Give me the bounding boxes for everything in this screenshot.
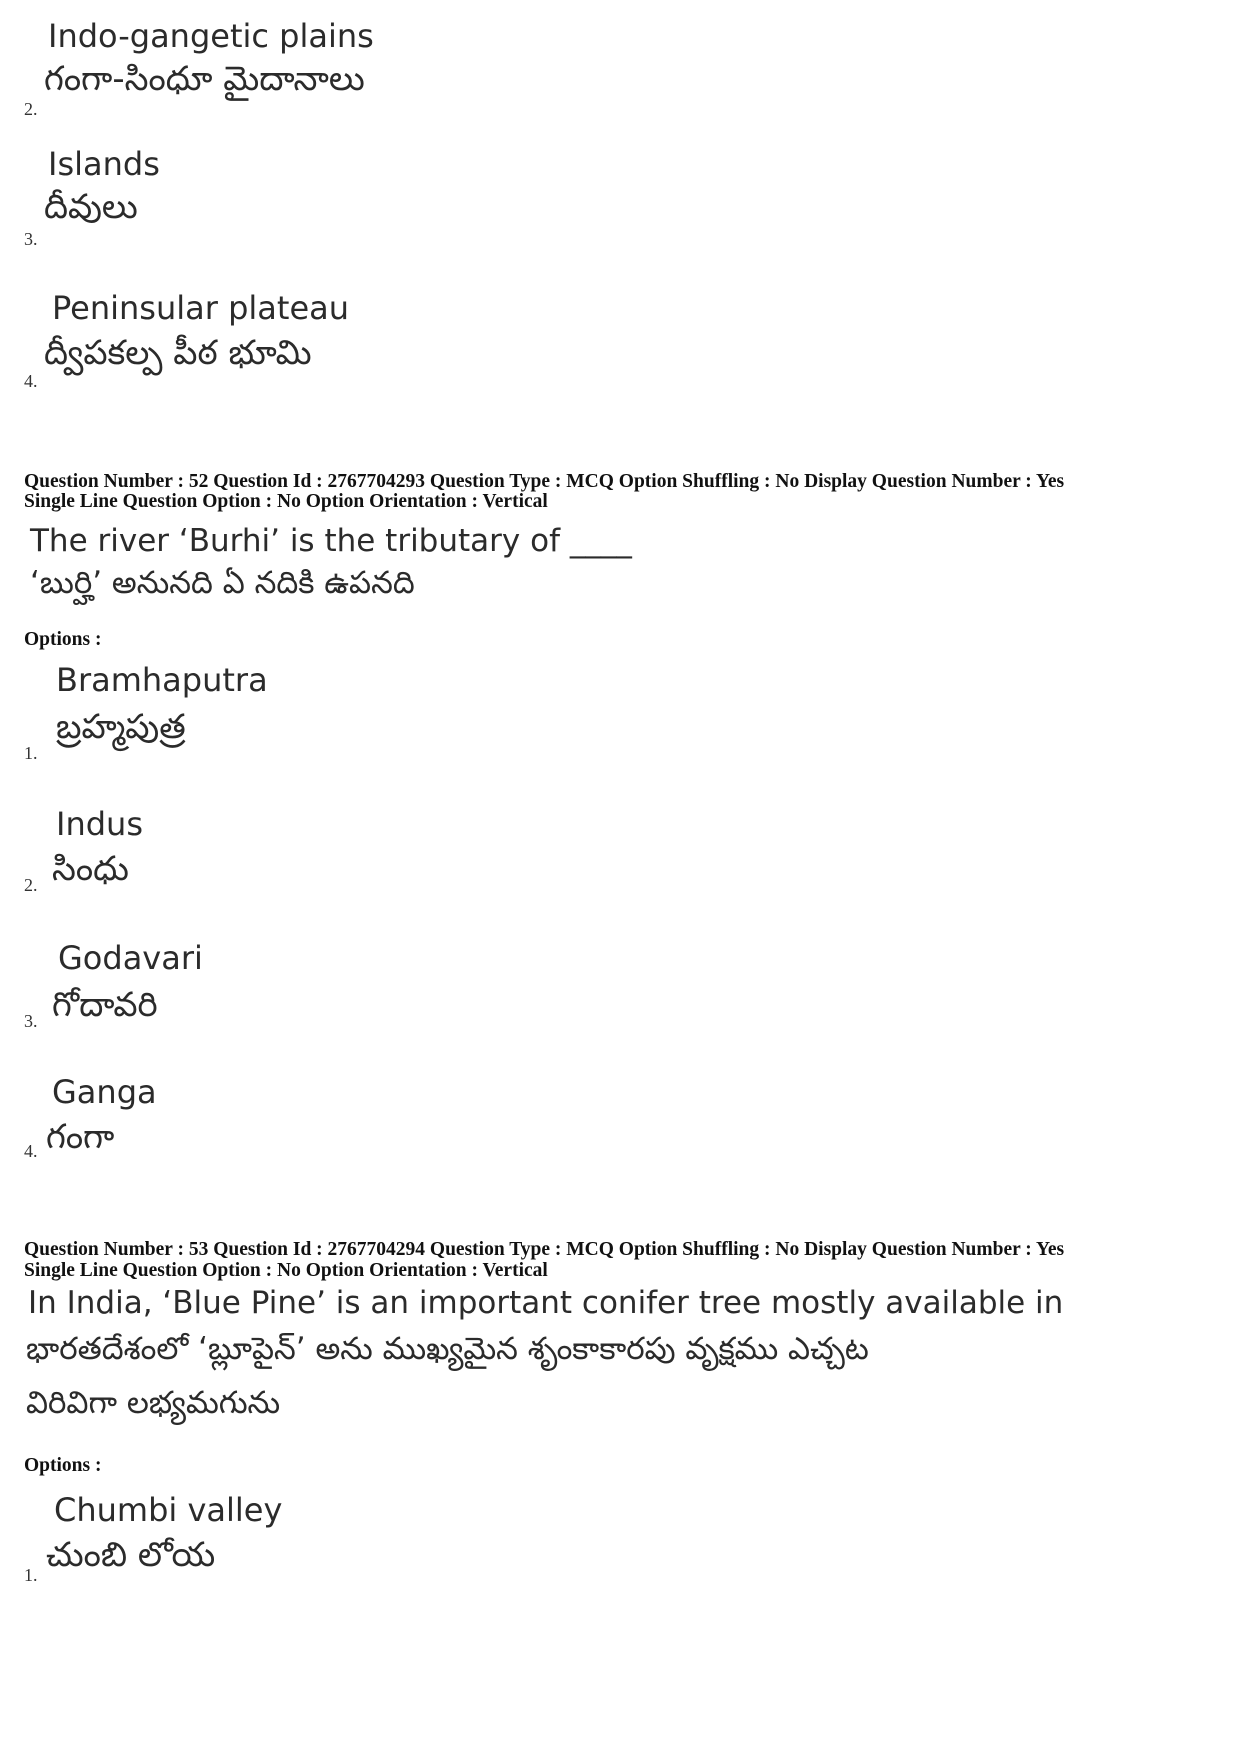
option-text-te: గంగా-సింధూ మైదానాలు [44,59,365,99]
option-text-en: Islands [48,145,160,183]
option-text-te: దీవులు [44,187,138,227]
question-text-te: ‘బుర్హి’ అనునది ఏ నదికి ఉపనది [30,565,415,601]
option-number: 1. [24,1565,38,1585]
option-text-en: Indus [56,805,143,843]
question-meta-line2: Single Line Question Option : No Option Orientation : Vertical [24,491,548,512]
option-text-te: సింధు [52,849,129,889]
option-number: 2. [24,99,38,119]
option-text-te: గోదావరి [52,985,158,1025]
question-text-en: The river ‘Burhi’ is the tributary of ____ [30,523,632,559]
question-text-en: In India, ‘Blue Pine’ is an important conifer tree mostly available in [28,1285,1064,1321]
option-number: 3. [24,1011,38,1031]
option-text-en: Ganga [52,1073,157,1111]
options-label: Options : [24,629,102,650]
option-text-te: చుంబి లోయ [46,1535,216,1575]
option-text-en: Godavari [58,939,203,977]
question-text-te-line1: భారతదేశంలో ‘బ్లూపైన్’ అను ముఖ్యమైన శృంకాకారపు వృక్షము ఎచ్చట [26,1331,869,1367]
option-text-en: Chumbi valley [54,1491,283,1529]
options-label: Options : [24,1455,102,1476]
option-text-en: Indo-gangetic plains [48,17,374,55]
option-text-te: బ్రహ్మపుత్ర [56,707,186,747]
question-meta-line1: Question Number : 52 Question Id : 2767704293 Question Type : MCQ Option Shuffling : No Display Question Number : Yes [24,471,1065,492]
option-text-en: Peninsular plateau [52,289,350,327]
option-number: 1. [24,743,38,763]
option-number: 4. [24,1141,38,1161]
option-text-te: గంగా [46,1117,115,1157]
option-number: 2. [24,875,38,895]
question-meta-line2: Single Line Question Option : No Option Orientation : Vertical [24,1260,548,1281]
option-text-en: Bramhaputra [56,661,268,699]
option-number: 3. [24,229,38,249]
option-number: 4. [24,371,38,391]
option-text-te: ద్వీపకల్ప పీఠ భూమి [44,333,312,373]
question-meta-line1: Question Number : 53 Question Id : 2767704294 Question Type : MCQ Option Shuffling : No Display Question Number : Yes [24,1239,1065,1260]
question-text-te-line2: విరివిగా లభ్యమగును [26,1385,281,1421]
